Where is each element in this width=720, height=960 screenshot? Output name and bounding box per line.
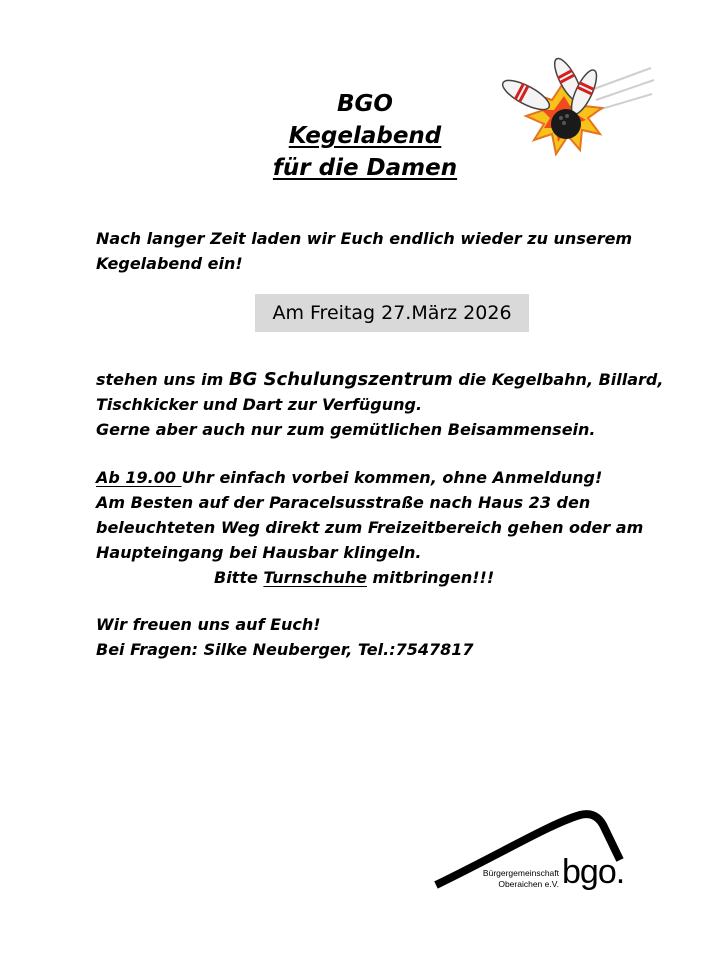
bowling-strike-icon	[486, 50, 656, 170]
intro-text	[96, 226, 656, 276]
flyer-title	[240, 88, 490, 184]
details-line-4: Haupteingang bei Hausbar klingeln.	[96, 543, 422, 562]
venue-place: BG Schulungszentrum	[228, 369, 453, 390]
venue-line-2: Tischkicker und Dart zur Verfügung.	[96, 395, 423, 414]
details-line-2: Am Besten auf der Paracelsusstraße nach Haus 23 den	[96, 493, 591, 512]
closing-line-1: Wir freuen uns auf Euch!	[96, 615, 321, 634]
closing-text	[96, 612, 656, 662]
details-line-5: Bitte Turnschuhe mitbringen!!!	[214, 568, 495, 587]
title-event: Kegelabend	[288, 123, 442, 149]
date-box: Am Freitag 27.März 2026	[255, 294, 529, 332]
title-audience: für die Damen	[272, 155, 458, 181]
venue-text	[96, 367, 664, 442]
logo-org-name: Bürgergemeinschaft Oberaichen e.V.	[482, 868, 559, 889]
logo-mark: bgo.	[562, 853, 625, 891]
details-text	[96, 465, 656, 590]
start-time: Ab 19.00	[96, 468, 182, 487]
venue-line-3: Gerne aber auch nur zum gemütlichen Beisammensein.	[96, 420, 596, 439]
intro-line-1: Nach langer Zeit laden wir Euch endlich wieder zu unserem	[96, 229, 633, 248]
intro-line-2: Kegelabend ein!	[96, 254, 243, 273]
closing-line-2: Bei Fragen: Silke Neuberger, Tel.:7547817	[96, 640, 474, 659]
details-line-1: Ab 19.00 Uhr einfach vorbei kommen, ohne Anmeldung!	[96, 468, 603, 487]
venue-line-1: stehen uns im BG Schulungszentrum die Kegelbahn, Billard,	[96, 369, 664, 390]
details-line-3: beleuchteten Weg direkt zum Freizeitbereich gehen oder am	[96, 518, 644, 537]
shoes-note: Turnschuhe	[263, 568, 367, 587]
title-org: BGO	[337, 91, 393, 117]
